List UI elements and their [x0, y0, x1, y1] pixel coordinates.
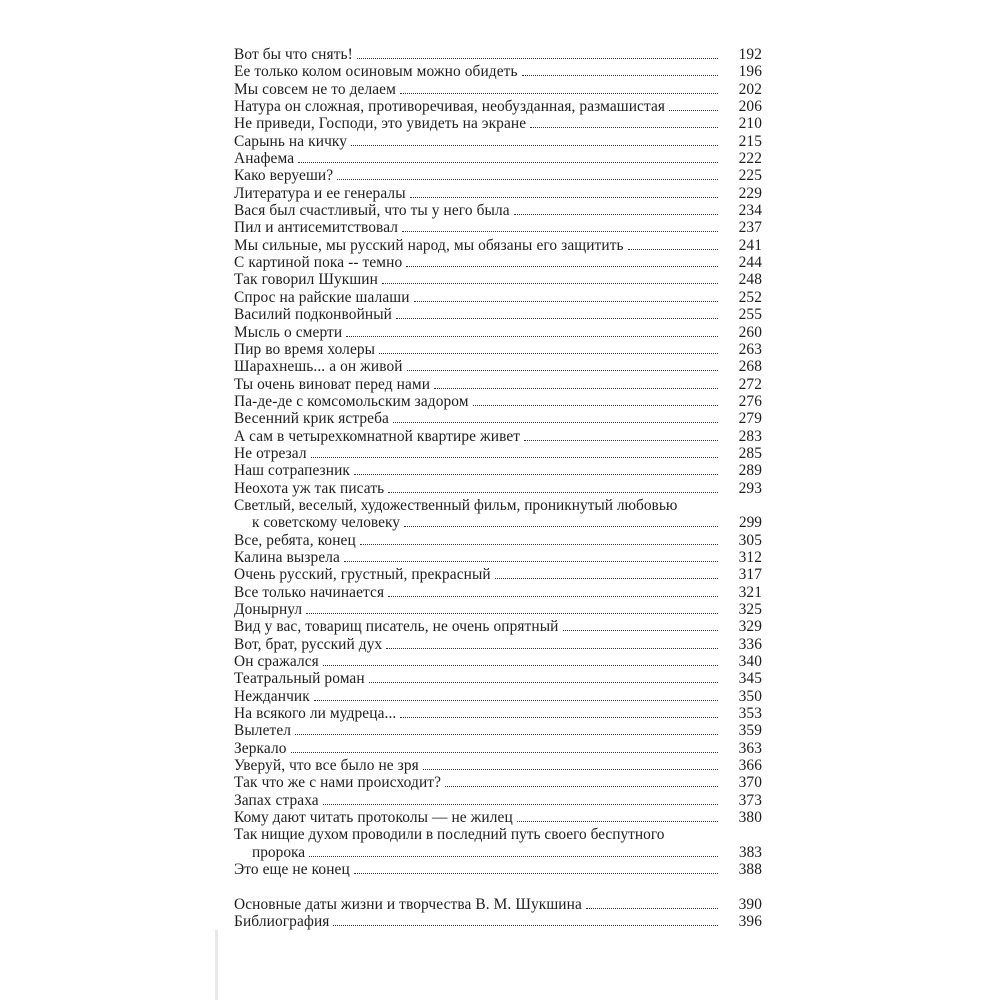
toc-entry-page: 359	[738, 722, 762, 740]
toc-entry	[234, 861, 762, 878]
dot-leader	[333, 925, 718, 926]
toc-group-1	[234, 46, 762, 497]
toc-entry-page: 353	[738, 705, 762, 723]
toc-entry-title: Вася был счастливый, что ты у него была	[234, 202, 514, 219]
toc-entry-page: 260	[738, 323, 762, 341]
toc-entry-page: 340	[738, 653, 762, 671]
dot-leader	[311, 457, 718, 458]
toc-entry	[234, 98, 762, 115]
toc-entry	[234, 480, 762, 497]
dot-leader	[423, 769, 718, 770]
toc-entry-title: Калина вызрела	[234, 549, 344, 566]
dot-leader	[291, 752, 718, 753]
dot-leader	[434, 388, 718, 389]
toc-entry-page: 283	[738, 427, 762, 445]
dot-leader	[517, 821, 718, 822]
dot-leader	[382, 283, 718, 284]
toc-entry-title: Театральный роман	[234, 670, 369, 687]
toc-entry-page: 255	[738, 306, 762, 324]
toc-entry-title: Литература и ее генералы	[234, 185, 410, 202]
toc-entry-title: Запах страха	[234, 792, 323, 809]
toc-entry-title: Ее только колом осиновым можно обидеть	[234, 63, 522, 80]
dot-leader	[369, 682, 718, 683]
toc-entry-page: 279	[738, 410, 762, 428]
toc-entry-page: 350	[738, 687, 762, 705]
toc-entry-page: 215	[738, 132, 762, 150]
toc-entry-title: Пил и антисемитствовал	[234, 219, 402, 236]
toc-entry	[234, 445, 762, 462]
dot-leader	[400, 717, 718, 718]
dot-leader	[379, 353, 718, 354]
toc-entry	[234, 566, 762, 583]
toc-entry	[234, 705, 762, 722]
toc-entry-title: Так говорил Шукшин	[234, 271, 382, 288]
dot-leader	[357, 58, 718, 59]
dot-leader	[445, 786, 718, 787]
toc-entry-page: 373	[738, 791, 762, 809]
toc-entry-page: 390	[738, 895, 762, 913]
dot-leader	[393, 422, 718, 423]
dot-leader	[530, 127, 718, 128]
dot-leader	[323, 804, 718, 805]
toc-entry-title: На всякого ли мудреца...	[234, 705, 400, 722]
toc-entry	[234, 653, 762, 670]
toc-entry	[234, 428, 762, 445]
toc-entry-page: 237	[738, 219, 762, 237]
toc-entry-title: Наш сотрапезник	[234, 462, 354, 479]
dot-leader	[354, 873, 718, 874]
toc-entry-page: 241	[738, 236, 762, 254]
toc-entry-title: Анафема	[234, 150, 298, 167]
toc-entry-page: 206	[738, 98, 762, 116]
toc-entry	[234, 167, 762, 184]
dot-leader	[407, 370, 718, 371]
toc-entry-title-line2: пророка	[252, 843, 306, 861]
dot-leader	[360, 544, 718, 545]
toc-entry-title: Он сражался	[234, 653, 323, 670]
toc-entry	[234, 722, 762, 739]
toc-entry-page: 244	[738, 254, 762, 272]
toc-entry	[234, 601, 762, 618]
toc-entry	[234, 254, 762, 271]
toc-entry	[234, 133, 762, 150]
toc-entry-title: Кому дают читать протоколы — не жилец	[234, 809, 517, 826]
toc-entry-title: Вылетел	[234, 722, 295, 739]
toc-entry-title: Весенний крик ястреба	[234, 410, 393, 427]
toc-entry-title: Вид у вас, товарищ писатель, не очень опрятный	[234, 618, 563, 635]
dot-leader	[388, 492, 718, 493]
toc-entry-title: Донырнул	[234, 601, 306, 618]
toc-entry-page: 370	[738, 774, 762, 792]
toc-entry-title: Все, ребята, конец	[234, 532, 360, 549]
toc-entry-title: Мы совсем не то делаем	[234, 81, 400, 98]
page-edge-shadow	[215, 930, 218, 1000]
toc-entry-page: 268	[738, 358, 762, 376]
toc-entry-title: Натура он сложная, противоречивая, необузданная, размашистая	[234, 98, 669, 115]
toc-group-3	[234, 861, 762, 878]
toc-entry-title: Мысль о смерти	[234, 324, 346, 341]
toc-entry	[234, 549, 762, 566]
dot-leader	[414, 301, 718, 302]
toc-entry-page: 210	[738, 115, 762, 133]
dot-leader	[524, 440, 718, 441]
toc-entry	[234, 376, 762, 393]
toc-entry-page: 383	[738, 843, 762, 861]
toc-entry-page: 276	[738, 392, 762, 410]
dot-leader	[669, 110, 718, 111]
dot-leader	[323, 665, 718, 666]
toc-entry	[234, 46, 762, 63]
toc-entry-title: Па-де-де с комсомольским задором	[234, 393, 473, 410]
dot-leader	[295, 734, 718, 735]
toc-entry-multiline	[234, 497, 762, 532]
toc-entry-title: Нежданчик	[234, 688, 314, 705]
dot-leader	[396, 318, 718, 319]
dot-leader	[404, 526, 718, 527]
toc-entry-multiline	[234, 826, 762, 861]
dot-leader	[473, 405, 718, 406]
toc-entry	[234, 185, 762, 202]
toc-entry-title-line1: Светлый, веселый, художественный фильм, проникнутый любовью	[234, 496, 678, 514]
toc-entry-page: 248	[738, 271, 762, 289]
toc-group-4	[234, 896, 762, 931]
dot-leader	[514, 214, 718, 215]
toc-entry-page: 229	[738, 184, 762, 202]
toc-entry	[234, 532, 762, 549]
toc-entry-page: 293	[738, 479, 762, 497]
toc-entry-title: Ты очень виноват перед нами	[234, 376, 434, 393]
toc-entry	[234, 115, 762, 132]
dot-leader	[628, 249, 718, 250]
toc-entry-page: 380	[738, 809, 762, 827]
toc-entry-title: Все только начинается	[234, 584, 388, 601]
toc-entry-page: 336	[738, 635, 762, 653]
dot-leader	[309, 856, 718, 857]
toc-entry	[234, 202, 762, 219]
dot-leader	[400, 93, 718, 94]
toc-entry-page: 272	[738, 375, 762, 393]
toc-entry-page: 202	[738, 80, 762, 98]
toc-entry	[234, 584, 762, 601]
toc-entry-title: Спрос на райские шалаши	[234, 289, 414, 306]
toc-entry-page: 388	[738, 861, 762, 879]
toc-entry-title: Библиография	[234, 913, 333, 930]
toc-entry-page: 196	[738, 63, 762, 81]
toc-entry-title: Василий подконвойный	[234, 306, 396, 323]
toc-entry-title: С картиной пока -- темно	[234, 254, 406, 271]
toc-entry-page: 329	[738, 618, 762, 636]
toc-entry-page: 234	[738, 202, 762, 220]
toc-entry	[234, 81, 762, 98]
toc-entry-page: 321	[738, 583, 762, 601]
toc-entry	[234, 809, 762, 826]
dot-leader	[337, 179, 718, 180]
table-of-contents	[234, 46, 762, 930]
toc-entry-page: 312	[738, 548, 762, 566]
dot-leader	[298, 162, 718, 163]
toc-entry-title: Како веруеши?	[234, 167, 337, 184]
toc-entry-title: Неохота уж так писать	[234, 480, 388, 497]
toc-entry	[234, 618, 762, 635]
dot-leader	[402, 231, 718, 232]
toc-entry-title: Очень русский, грустный, прекрасный	[234, 566, 495, 583]
toc-entry	[234, 271, 762, 288]
toc-group-2	[234, 532, 762, 827]
dot-leader	[354, 474, 718, 475]
toc-entry-page: 317	[738, 566, 762, 584]
toc-entry	[234, 219, 762, 236]
toc-entry	[234, 740, 762, 757]
dot-leader	[406, 266, 718, 267]
toc-entry	[234, 237, 762, 254]
toc-entry-title: Вот бы что снять!	[234, 46, 357, 63]
toc-entry-page: 225	[738, 167, 762, 185]
toc-entry	[234, 688, 762, 705]
dot-leader	[388, 596, 718, 597]
toc-entry	[234, 757, 762, 774]
toc-entry	[234, 774, 762, 791]
dot-leader	[386, 648, 718, 649]
dot-leader	[563, 630, 719, 631]
dot-leader	[522, 75, 718, 76]
toc-entry	[234, 324, 762, 341]
section-gap	[234, 879, 762, 896]
toc-entry	[234, 462, 762, 479]
toc-entry	[234, 636, 762, 653]
toc-entry-page: 222	[738, 150, 762, 168]
toc-entry-title: Не отрезал	[234, 445, 311, 462]
toc-entry-title: Зеркало	[234, 740, 291, 757]
toc-entry-title: А сам в четырехкомнатной квартире живет	[234, 428, 524, 445]
toc-entry-title: Так что же с нами происходит?	[234, 774, 445, 791]
toc-entry-page: 305	[738, 531, 762, 549]
toc-entry	[234, 306, 762, 323]
toc-entry-title-line2: к советскому человеку	[252, 514, 400, 532]
toc-entry-page: 192	[738, 46, 762, 63]
toc-entry-title: Шарахнешь... а он живой	[234, 358, 407, 375]
toc-entry-page: 345	[738, 670, 762, 688]
dot-leader	[495, 578, 718, 579]
toc-entry	[234, 913, 762, 930]
dot-leader	[314, 700, 718, 701]
toc-entry-page: 299	[738, 514, 762, 532]
toc-entry	[234, 150, 762, 167]
toc-entry-page: 263	[738, 340, 762, 358]
toc-entry-title: Это еще не конец	[234, 861, 354, 878]
dot-leader	[351, 145, 718, 146]
toc-entry-title: Сарынь на кичку	[234, 133, 351, 150]
toc-entry-page: 396	[738, 912, 762, 930]
toc-entry-title-line1: Так нищие духом проводили в последний путь своего беспутного	[234, 826, 665, 844]
dot-leader	[306, 613, 718, 614]
toc-entry-page: 285	[738, 444, 762, 462]
toc-entry	[234, 358, 762, 375]
toc-entry-title: Уверуй, что все было не зря	[234, 757, 423, 774]
toc-entry-page: 366	[738, 757, 762, 775]
toc-entry	[234, 341, 762, 358]
toc-entry-title: Пир во время холеры	[234, 341, 379, 358]
toc-entry-title: Вот, брат, русский дух	[234, 636, 386, 653]
dot-leader	[586, 908, 718, 909]
toc-entry-page: 363	[738, 739, 762, 757]
dot-leader	[344, 561, 718, 562]
toc-entry-page: 325	[738, 601, 762, 618]
toc-entry-page: 252	[738, 288, 762, 306]
toc-entry-title: Основные даты жизни и творчества В. М. Шукшина	[234, 896, 586, 913]
toc-entry	[234, 393, 762, 410]
toc-entry	[234, 670, 762, 687]
toc-entry	[234, 896, 762, 913]
toc-entry-title: Не приведи, Господи, это увидеть на экране	[234, 115, 530, 132]
toc-entry-page: 289	[738, 462, 762, 480]
toc-entry	[234, 289, 762, 306]
toc-entry	[234, 410, 762, 427]
toc-entry	[234, 63, 762, 80]
dot-leader	[410, 197, 718, 198]
dot-leader	[346, 336, 718, 337]
toc-entry-title: Мы сильные, мы русский народ, мы обязаны его защитить	[234, 237, 628, 254]
toc-entry	[234, 792, 762, 809]
